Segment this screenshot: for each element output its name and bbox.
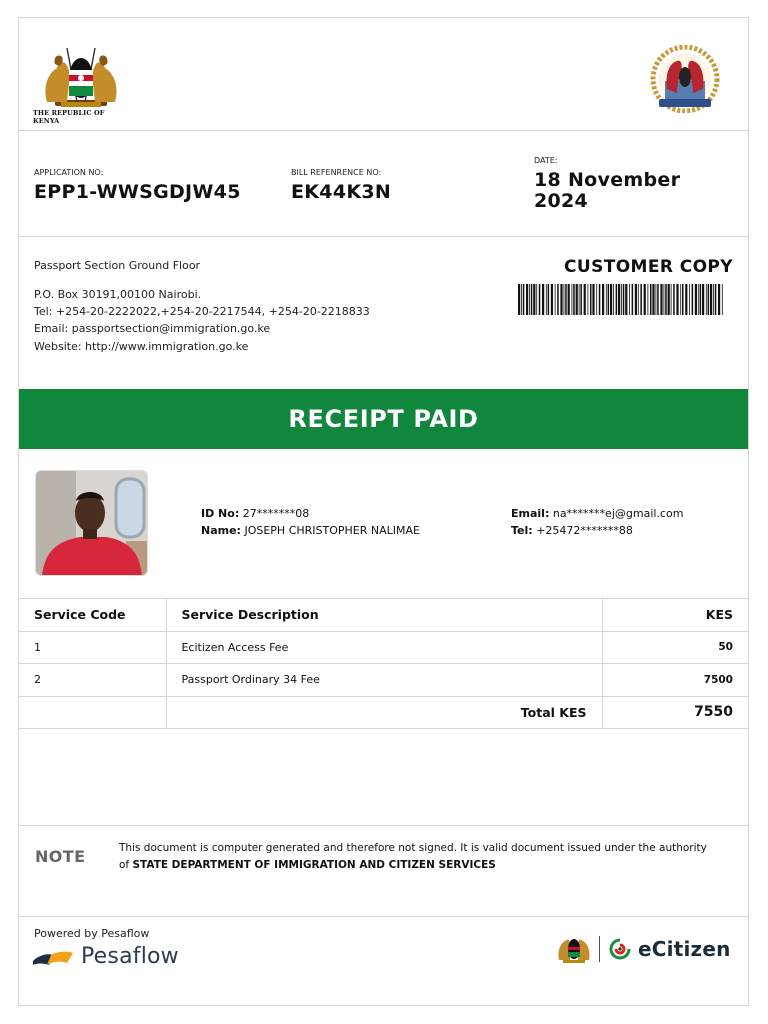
receipt-paid-banner: RECEIPT PAID <box>19 389 748 449</box>
service-desc-cell: Passport Ordinary 34 Fee <box>166 664 602 697</box>
bill-reference-label: BILL REFENRENCE NO: <box>291 168 382 177</box>
note-text <box>119 840 719 874</box>
receipt-page <box>18 17 749 1006</box>
office-section: Passport Section Ground Floor <box>34 259 201 272</box>
divider <box>19 825 748 826</box>
applicant-id <box>201 507 309 520</box>
application-no-value: EPP1-WWSGDJW45 <box>34 181 241 203</box>
email-label: Email: <box>511 507 550 520</box>
tel-label: Tel: <box>511 524 533 537</box>
applicant-tel <box>511 524 633 537</box>
id-label: ID No: <box>201 507 240 520</box>
total-value: 7550 <box>602 696 748 729</box>
ecitizen-mark-icon <box>608 937 632 961</box>
date-label: DATE: <box>534 156 558 165</box>
table-row <box>19 664 748 697</box>
applicant-email <box>511 507 683 520</box>
note-heading: NOTE <box>35 847 86 866</box>
country-caption: THE REPUBLIC OF KENYA <box>33 109 105 125</box>
tel-value: +25472*******88 <box>536 524 633 537</box>
office-website: Website: http://www.immigration.go.ke <box>34 340 249 353</box>
services-table <box>19 598 748 729</box>
service-code-cell: 2 <box>19 664 166 697</box>
table-header-row <box>19 599 748 632</box>
name-label: Name: <box>201 524 241 537</box>
ecitizen-logo <box>555 929 731 969</box>
office-box: P.O. Box 30191,00100 Nairobi. <box>34 288 202 301</box>
pesaflow-wordmark: Pesaflow <box>81 944 179 969</box>
header-service-code: Service Code <box>19 599 166 632</box>
ecitizen-wordmark: eCitizen <box>638 937 731 961</box>
logo-divider <box>599 936 600 962</box>
service-amount-cell: 7500 <box>602 664 748 697</box>
customer-copy-label: CUSTOMER COPY <box>563 257 733 277</box>
pesaflow-mark-icon <box>33 947 73 967</box>
note-authority: STATE DEPARTMENT OF IMMIGRATION AND CITIZEN SERVICES <box>132 859 496 871</box>
kenya-coat-of-arms-icon <box>33 44 129 118</box>
application-no-label: APPLICATION NO: <box>34 168 104 177</box>
applicant-name <box>201 524 420 537</box>
office-email: Email: passportsection@immigration.go.ke <box>34 322 271 335</box>
office-tel: Tel: +254-20-2222022,+254-20-2217544, +254-20-2218833 <box>34 305 370 318</box>
header-kes: KES <box>602 599 748 632</box>
table-row <box>19 631 748 664</box>
name-value: JOSEPH CHRISTOPHER NALIMAE <box>244 524 420 537</box>
divider <box>19 916 748 917</box>
id-value: 27*******08 <box>242 507 310 520</box>
kenya-coat-of-arms-small-icon <box>555 932 593 966</box>
kenya-immigration-seal-icon <box>645 45 725 113</box>
bill-reference-value: EK44K3N <box>291 181 392 203</box>
header-service-description: Service Description <box>166 599 602 632</box>
table-total-row <box>19 696 748 729</box>
pesaflow-logo <box>33 944 179 969</box>
date-value: 18 November 2024 <box>534 169 681 212</box>
note-body: This document is computer generated and therefore not signed. It is valid document issued under the authority of <box>119 842 707 871</box>
applicant-photo <box>35 470 148 576</box>
email-value: na*******ej@gmail.com <box>552 507 684 520</box>
barcode-icon <box>518 284 726 315</box>
divider <box>19 130 748 131</box>
powered-by-label: Powered by Pesaflow <box>34 927 150 940</box>
service-desc-cell: Ecitizen Access Fee <box>166 631 602 664</box>
service-amount-cell: 50 <box>602 631 748 664</box>
divider <box>19 236 748 237</box>
total-label: Total KES <box>166 696 602 729</box>
empty-cell <box>19 696 166 729</box>
service-code-cell: 1 <box>19 631 166 664</box>
